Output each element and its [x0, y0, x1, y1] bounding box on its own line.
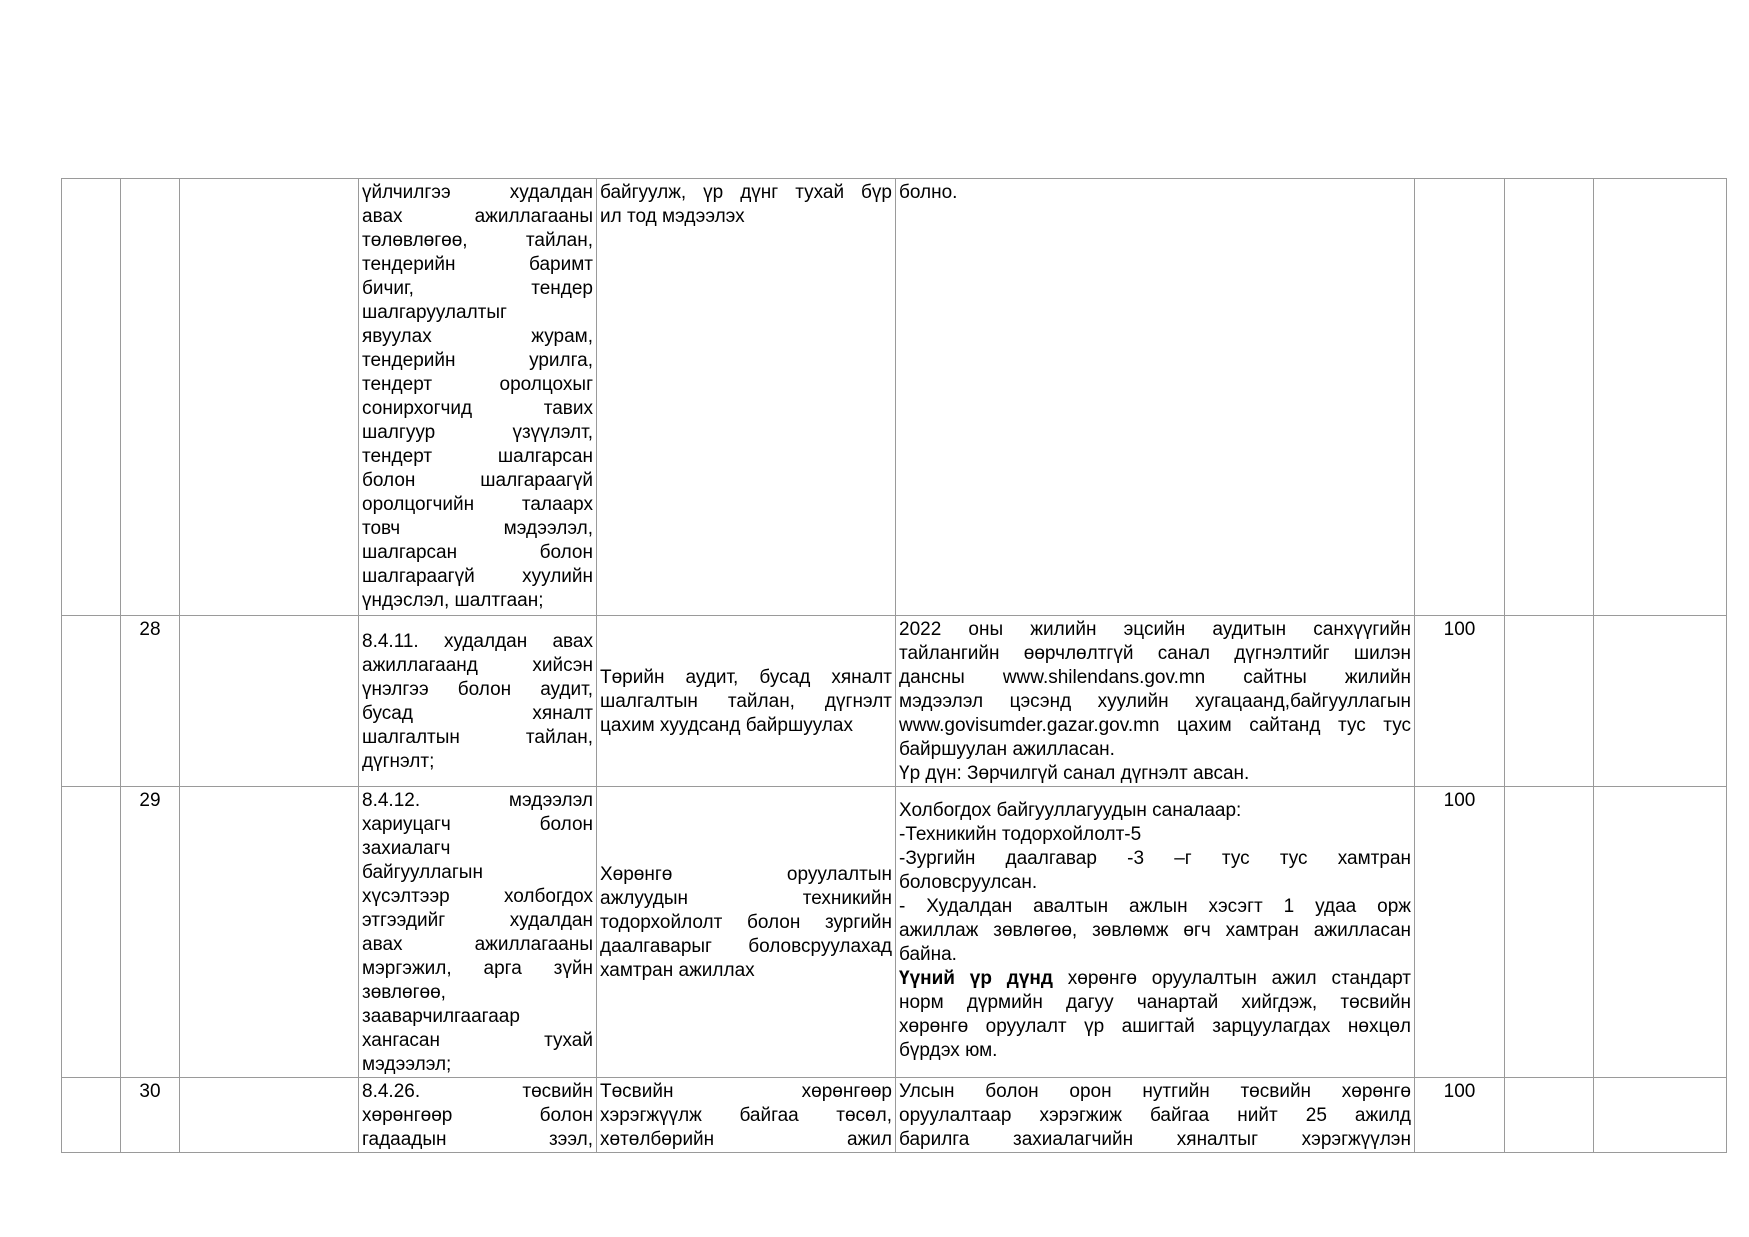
text-line: www.govisumder.gazar.gov.mn цахим сайтанд тус тус — [899, 715, 1411, 736]
text-line: үнэлгээ болон аудит, — [362, 679, 593, 700]
text-line: тендерт оролцохыг — [362, 374, 593, 395]
implementation-cell — [896, 1078, 1415, 1153]
planned-action-cell — [597, 787, 896, 1078]
text-line: мэргэжил, арга зүйн — [362, 958, 593, 979]
text-line: байршуулан ажилласан. — [899, 739, 1115, 760]
text-line: байгууллагын — [362, 862, 483, 883]
text-line: авах ажиллагааны — [362, 934, 593, 955]
text-line: хариуцагч болон — [362, 814, 593, 835]
text-line: шалгаруулалтыг — [362, 302, 507, 323]
document-table — [61, 178, 1727, 1153]
text-line: 8.4.12. мэдээлэл — [362, 790, 593, 811]
implementation-cell — [896, 787, 1415, 1078]
text-line: тайлангийн өөрчлөлтгүй санал дүгнэлтийг шилэн — [899, 643, 1411, 664]
text-line: үндэслэл, шалтгаан; — [362, 590, 544, 611]
text-line: даалгаварыг боловсруулахад — [600, 936, 892, 957]
text-line: хүсэлтээр холбогдох — [362, 886, 593, 907]
implementation-cell — [896, 616, 1415, 787]
cell-empty — [1505, 616, 1594, 787]
text-line: явуулах журам, — [362, 326, 593, 347]
text-line: ажиллаж зөвлөгөө, зөвлөмж өгч хамтран ажилласан — [899, 920, 1411, 941]
cell-empty — [1505, 1078, 1594, 1153]
legal-clause-cell — [359, 1078, 597, 1153]
text-line: товч мэдээлэл, — [362, 518, 593, 539]
text-line — [899, 967, 1411, 991]
text-line: 8.4.11. худалдан авах — [362, 631, 593, 652]
cell-empty — [1594, 787, 1727, 1078]
text-line: -Зургийн даалгавар -3 –г тус тус хамтран — [899, 848, 1411, 869]
text-line: тендерт шалгарсан — [362, 446, 593, 467]
text-line: сонирхогчид тавих — [362, 398, 593, 419]
cell-empty — [62, 1078, 121, 1153]
cell-empty — [180, 179, 359, 616]
text-line: байна. — [899, 944, 957, 965]
text-line: гадаадын зээл, — [362, 1129, 593, 1150]
table-row — [62, 787, 1727, 1078]
result-label: Үүний үр дүнд — [899, 968, 1053, 989]
row-number — [121, 179, 180, 616]
text-line: төлөвлөгөө, тайлан, — [362, 230, 593, 251]
text-line: бусад хяналт — [362, 703, 593, 724]
planned-action-cell — [597, 179, 896, 616]
text-line: шалгарсан болон — [362, 542, 593, 563]
row-number: 29 — [121, 787, 180, 1078]
legal-clause-cell — [359, 179, 597, 616]
text-line: шалгалтын тайлан, — [362, 727, 593, 748]
table-row — [62, 616, 1727, 787]
text-line: дансны www.shilendans.gov.mn сайтны жилийн — [899, 667, 1411, 688]
percentage-cell — [1415, 179, 1505, 616]
planned-action-cell — [597, 616, 896, 787]
row-number: 28 — [121, 616, 180, 787]
text-line: хөрөнгө оруулалт үр ашигтай зарцуулагдах нөхцөл — [899, 1016, 1411, 1037]
text-line: Төсвийн хөрөнгөөр — [600, 1081, 892, 1102]
implementation-cell — [896, 179, 1415, 616]
text-line: 8.4.26. төсвийн — [362, 1081, 593, 1102]
text-line: бичиг, тендер — [362, 278, 593, 299]
percentage-cell: 100 — [1415, 616, 1505, 787]
text-line: шалгараагүй хуулийн — [362, 566, 593, 587]
text-line: авах ажиллагааны — [362, 206, 593, 227]
text-line: хөрөнгөөр болон — [362, 1105, 593, 1126]
text-line: байгуулж, үр дүнг тухай бүр — [600, 182, 892, 203]
cell-empty — [180, 787, 359, 1078]
cell-empty — [62, 616, 121, 787]
text-line: Хөрөнгө оруулалтын — [600, 864, 892, 885]
text-line: Үр дүн: Зөрчилгүй санал дүгнэлт авсан. — [899, 763, 1250, 784]
percentage-cell: 100 — [1415, 1078, 1505, 1153]
text-line: боловсруулсан. — [899, 872, 1038, 893]
text-line: зөвлөгөө, — [362, 982, 446, 1003]
text-line: - Худалдан авалтын ажлын хэсэгт 1 удаа орж — [899, 896, 1411, 917]
text-line: тодорхойлолт болон зургийн — [600, 912, 892, 933]
text-line: болон шалгараагүй — [362, 470, 593, 491]
text-line: захиалагч — [362, 838, 451, 859]
cell-empty — [62, 787, 121, 1078]
table-row — [62, 1078, 1727, 1153]
text-line: Холбогдох байгууллагуудын саналаар: — [899, 800, 1242, 821]
text-line: үйлчилгээ худалдан — [362, 182, 593, 203]
row-number: 30 — [121, 1078, 180, 1153]
text-line: тендерийн урилга, — [362, 350, 593, 371]
text-line: цахим хуудсанд байршуулах — [600, 715, 853, 736]
text-line: норм дүрмийн дагуу чанартай хийгдэж, төсвийн — [899, 992, 1411, 1013]
text-line: оролцогчийн талаарх — [362, 494, 593, 515]
text-line: барилга захиалагчийн хяналтыг хэрэгжүүлэн — [899, 1129, 1411, 1150]
text-line: Төрийн аудит, бусад хяналт — [600, 667, 892, 688]
text-line: бүрдэх юм. — [899, 1040, 998, 1061]
cell-empty — [62, 179, 121, 616]
text-line: мэдээлэл цэсэнд хуулийн хугацаанд,байгууллагын — [899, 691, 1411, 712]
legal-clause-cell — [359, 616, 597, 787]
text-line: зааварчилгаагаар — [362, 1006, 520, 1027]
planned-action-cell — [597, 1078, 896, 1153]
text-line: мэдээлэл; — [362, 1054, 452, 1075]
text-line: ил тод мэдээлэх — [600, 206, 745, 227]
table-row — [62, 179, 1727, 616]
legal-clause-cell — [359, 787, 597, 1078]
text-line: ажиллагаанд хийсэн — [362, 655, 593, 676]
cell-empty — [1505, 787, 1594, 1078]
text-line: оруулалтаар хэрэгжиж байгаа нийт 25 ажилд — [899, 1105, 1411, 1126]
text-line: 2022 оны жилийн эцсийн аудитын санхүүгийн — [899, 619, 1411, 640]
text-line: шалгуур үзүүлэлт, — [362, 422, 593, 443]
text-line: тендерийн баримт — [362, 254, 593, 275]
cell-empty — [180, 1078, 359, 1153]
cell-empty — [1594, 1078, 1727, 1153]
text-line: этгээдийг худалдан — [362, 910, 593, 931]
text-segment: хөрөнгө оруулалтын ажил стандарт — [1067, 968, 1411, 989]
text-line: хангасан тухай — [362, 1030, 593, 1051]
text-line: дүгнэлт; — [362, 751, 435, 772]
text-line: хамтран ажиллах — [600, 960, 755, 981]
text-line: -Техникийн тодорхойлолт-5 — [899, 824, 1142, 845]
percentage-cell: 100 — [1415, 787, 1505, 1078]
text-line: ажлуудын техникийн — [600, 888, 892, 909]
text-line: хөтөлбөрийн ажил — [600, 1129, 892, 1150]
text-line: Улсын болон орон нутгийн төсвийн хөрөнгө — [899, 1081, 1411, 1102]
text-line: болно. — [899, 182, 958, 203]
cell-empty — [1594, 179, 1727, 616]
text-line: шалгалтын тайлан, дүгнэлт — [600, 691, 892, 712]
text-line: хэрэгжүүлж байгаа төсөл, — [600, 1105, 892, 1126]
cell-empty — [180, 616, 359, 787]
cell-empty — [1594, 616, 1727, 787]
cell-empty — [1505, 179, 1594, 616]
